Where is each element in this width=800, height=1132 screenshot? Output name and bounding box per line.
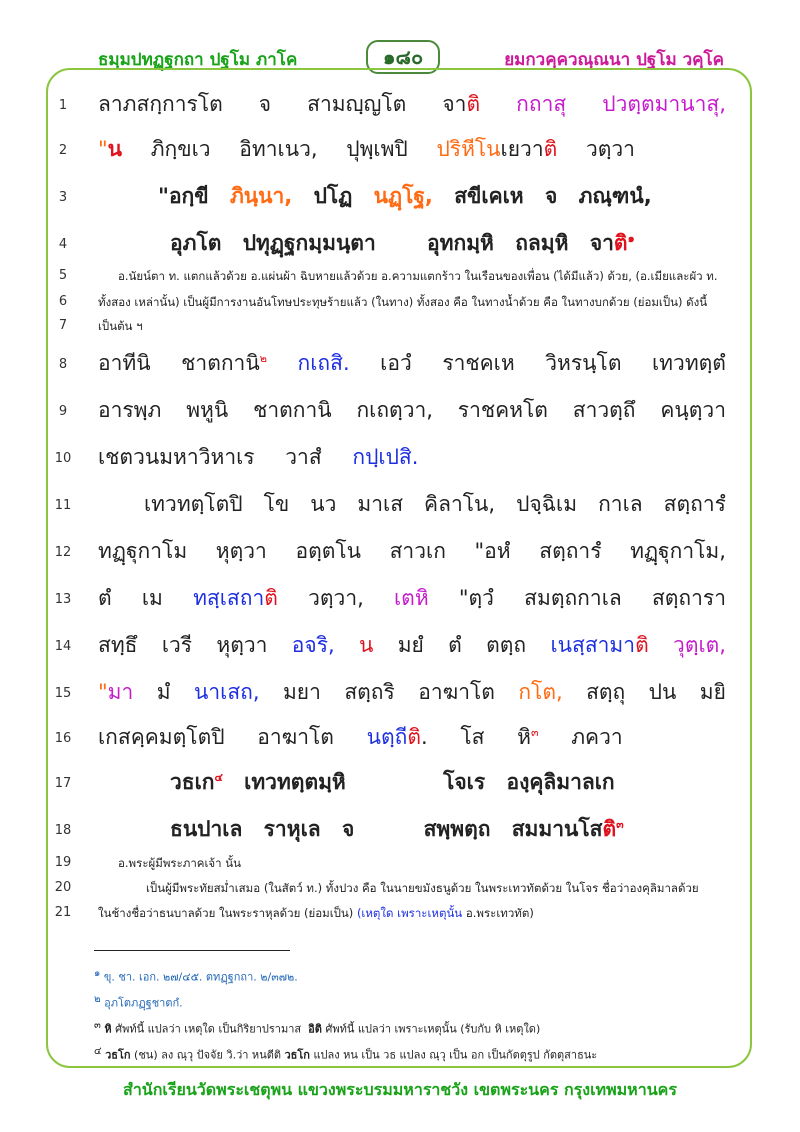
word: อาฆาโต [418,680,495,704]
line-number: 11 [54,498,72,513]
word: สตฺถุ [586,680,626,704]
word: สตฺถารํ [539,539,602,563]
word: สมตฺถกาเล [524,586,622,610]
word: อาฆาโต [257,725,334,749]
footnote-4: ๔ วธโก (ชน) ลง ณฺวุ ปัจจัย วิ.ว่า หนตีติ วธโก แปลง หน เป็น วธ แปลง ณฺวุ เป็น อก เป็นกัตตุรูป กัตตุสาธนะ [94,1046,598,1062]
line-number: 2 [58,143,68,158]
word: มํ [156,680,171,704]
line-text [144,488,726,521]
word: วธเก$^๔$ [170,770,223,794]
word: เกสคฺคมตฺโตปิ [98,725,225,749]
word: มยา [282,680,321,704]
line-text: เป็นผู้มีพระทัยสม่ำเสมอ (ในสัตว์ ท.) ทั้งปวง คือ ในนายขมังธนูด้วย ในพระเทวทัตด้วย ในโจร ชื่อว่าองคุลิมาลด้วย [146,881,699,895]
word: ทฏฺฐุกาโม [98,539,188,563]
word: จาติ [442,92,481,116]
word: "อหํ [474,539,511,563]
word: สาวตฺถึ [572,398,636,422]
word: ตํ [98,586,112,610]
word: "มา [98,680,134,704]
line-number: 14 [54,639,72,654]
line-number: 21 [54,905,72,920]
line-number: 13 [54,592,72,607]
word: สตฺถารา [651,586,726,610]
word: นว [310,492,337,516]
word: สตฺถารํ [663,492,726,516]
word: เวรี [161,633,193,657]
word: ตํ [448,633,462,657]
word: อุทกมฺหิ [427,231,494,255]
footnote-2: ๒ อุภโตภฏฺฐชาตกํ. [94,994,183,1010]
word: นตฺถีติ. [366,725,428,749]
line-number: 17 [54,776,72,791]
line-number: 6 [58,294,68,309]
word: ปุพฺเพปิ [346,137,408,161]
line-text [170,766,615,799]
line-text [170,227,635,260]
word: หิ$^๓$ [517,725,539,749]
header-chapter-title: ยมกวคฺควณฺณนา ปฐโม วคฺโค [504,50,724,70]
line-text: อ.พระผู้มีพระภาคเจ้า นั้น [118,856,241,870]
line-text [98,721,623,754]
line-text: อ.นัยน์ตา ท. แตกแล้วด้วย อ.แผ่นผ้า ฉิบหายแล้วด้วย อ.ความแตกร้าว ในเรือนของเพื่อน (ได้มีแล้ว) ด้วย, (อ.เมียและผัว ท. [118,269,718,283]
word: มยํ [397,633,424,657]
word: ปทุฏฺฐกมฺมนฺตา [242,231,376,255]
footnote-divider [94,950,290,951]
word: เนสฺสามาติ [550,633,649,657]
word: จ [341,817,355,841]
page-number-badge: ๑๘๐ [366,40,440,74]
word: เทวทตฺตมฺหิ [244,770,346,794]
word: สาวเก [389,539,446,563]
word: "อกฺขี [158,184,209,208]
word: ราชคเห [442,351,515,375]
word: โข [263,492,290,516]
word: โส [460,725,485,749]
word: เอวํ [380,351,412,375]
line-number: 19 [54,855,72,870]
line-text [98,676,726,709]
line-number: 5 [58,268,68,283]
line-text [98,535,726,568]
word: สพฺพตฺถ [423,817,491,841]
word: ชาตกานิ [253,398,332,422]
line-number: 9 [58,404,68,419]
word: ถลมฺหิ [515,231,569,255]
word: ปวตฺตมานาสุ, [602,92,726,116]
word: สขีเคเห [454,184,524,208]
word: คนฺตฺวา [660,398,726,422]
line-text: ทั้งสอง เหล่านั้น) เป็นผู้มีการงานอันโทษประทุษร้ายแล้ว (ในทาง) ทั้งสอง คือ ในทางน้ำด้วย คือ ในทางบกด้วย (ย่อมเป็น) ดังนี้ [98,295,708,309]
word: ทฏฺฐุกาโม, [630,539,726,563]
word: โจเร [443,770,486,794]
line-text [98,133,635,166]
line-number: 3 [58,190,68,205]
word: "ตฺวํ [458,586,494,610]
line-number: 10 [54,451,72,466]
word: ราหุเล [263,817,321,841]
word: วิหรนฺโต [545,351,622,375]
word: สมมานโสติ$^๓$ [511,817,624,841]
line-text: เป็นต้น ฯ [98,319,143,333]
word: กเถสิ. [297,351,350,375]
line-number: 4 [58,237,68,252]
word: ธนปาเล [170,817,243,841]
line-number: 20 [54,880,72,895]
word: ภควา [571,725,623,749]
word: มยิ [699,680,726,704]
word: ราชคหโต [457,398,548,422]
line-text [98,629,726,662]
line-number: 16 [54,731,72,746]
line-number: 15 [54,686,72,701]
line-text [170,813,624,846]
line-number: 7 [58,318,68,333]
word: พหูนิ [186,398,229,422]
word: นาเสถ, [194,680,260,704]
word: สทฺธึ [98,633,138,657]
word: หุตฺวา [216,633,268,657]
word: นฏฺโฐ, [373,184,433,208]
word: เตหิ [394,586,429,610]
footnote-1: ๑ ขุ. ชา. เอก. ๒๗/๔๕. ตทฏฺฐกถา. ๒/๓๗๒. [94,968,298,984]
line-text [98,582,726,615]
word: อาทีนิ [98,351,151,375]
word: เชตวนมหาวิหาเร [98,445,255,469]
word: อุภโต [170,231,222,255]
word: ชาตกานิ$^๒$ [181,351,267,375]
line-text [98,347,726,380]
word: อิทาเนว, [239,137,318,161]
word: กปฺเปสิ. [352,445,419,469]
page-footer: สำนักเรียนวัดพระเชตุพน แขวงพระบรมมหาราชวัง เขตพระนคร กรุงเทพมหานคร [123,1080,677,1099]
word: กถาสุ [516,92,567,116]
line-number: 8 [58,357,68,372]
line-number: 1 [58,98,68,113]
word: อารพฺภ [98,398,162,422]
word: ภินฺนา, [229,184,293,208]
word: ภิกฺขเว [150,137,211,161]
line-number: 18 [54,823,72,838]
line-text [98,394,726,427]
word: ปจฺฉิเม [516,492,578,516]
word: ลาภสกฺการโต [98,92,223,116]
word: ภณฺฑนํ, [578,184,652,208]
word: สตฺถริ [344,680,395,704]
word: วตฺวา, [308,586,364,610]
word: หุตฺวา [215,539,267,563]
line-number: 12 [54,545,72,560]
word: มาเส [357,492,404,516]
word: "น [98,137,123,161]
word: ปริหีโนเยวาติ [436,137,558,161]
word: วตฺวา [585,137,635,161]
word: สามญฺญโต [307,92,407,116]
word: กโต, [518,680,563,704]
word: เม [141,586,163,610]
word: น [359,633,374,657]
word: จ [544,184,558,208]
line-text [98,88,726,121]
word: กาเล [598,492,643,516]
word: ทสฺเสถาติ [193,586,278,610]
line-text [158,180,652,213]
word: อตฺตโน [295,539,361,563]
word: จ [258,92,272,116]
line-text: ในช้างชื่อว่าธนบาลด้วย ในพระราหุลด้วย (ย่อมเป็น) (เหตุใด เพราะเหตุนั้น อ.พระเทวทัต) [98,906,534,920]
word: วาสํ [285,445,322,469]
word: องฺคุลิมาลเก [506,770,615,794]
word: วุตฺเต, [673,633,726,657]
word: ปน [648,680,677,704]
header-book-title: ธมฺมปทฏฺฐกถา ปฐโม ภาโค [98,50,298,70]
word: ตตฺถ [486,633,527,657]
word: อจริ, [291,633,335,657]
word: เทวทตฺตํ [652,351,726,375]
word: กเถตฺวา, [356,398,433,422]
word: จาติ$^๑$ [589,231,635,255]
word: ปโฏ [313,184,353,208]
footnote-3: ๓ หิ ศัพท์นี้ แปลว่า เหตุใด เป็นกิริยาปรามาส อิติ ศัพท์นี้ แปลว่า เพราะเหตุนั้น (รับกับ หิ เหตุใด) [94,1020,541,1036]
word: เทวทตฺโตปิ [144,492,243,516]
word: คิลาโน, [424,492,496,516]
line-text [98,441,418,474]
